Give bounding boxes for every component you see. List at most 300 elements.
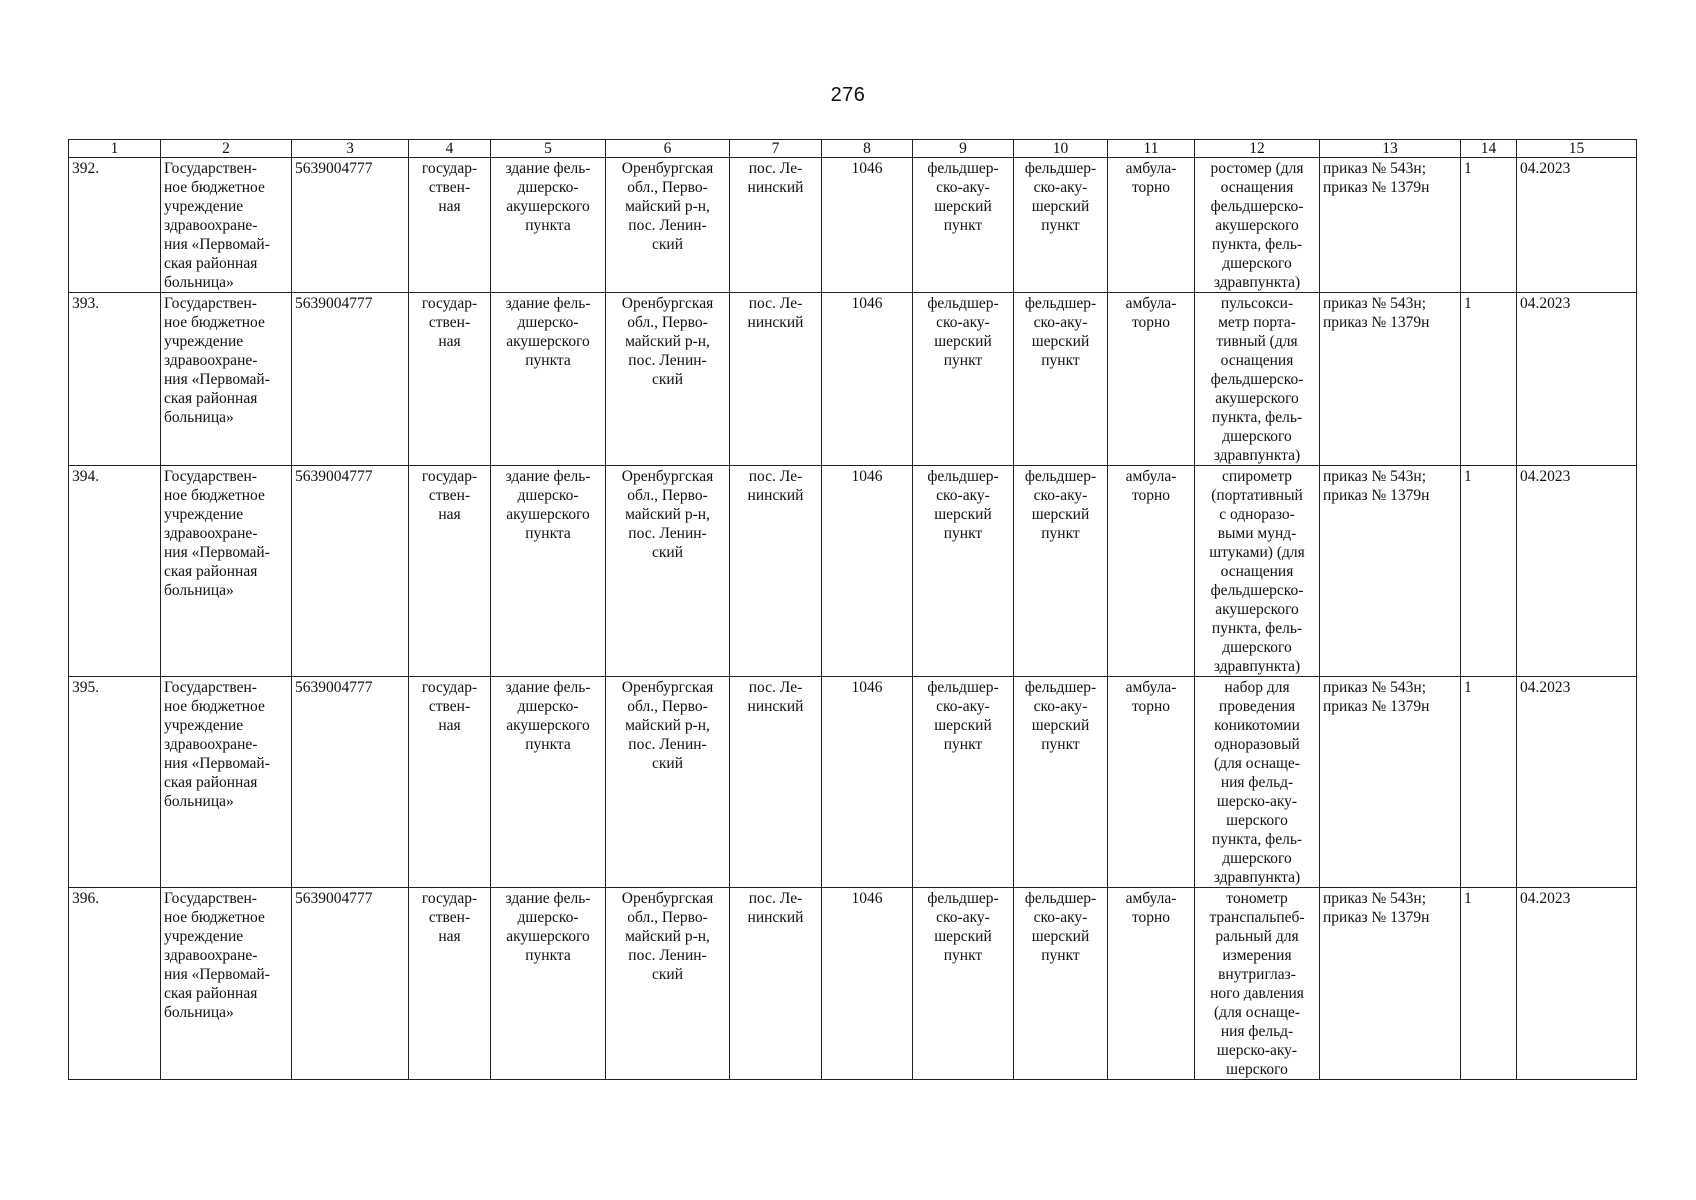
building-line: пункта <box>525 352 571 369</box>
address-line: майский р-н, <box>625 506 710 523</box>
equipment-line: (портативный <box>1211 487 1303 504</box>
equipment-line: пульсокси- <box>1220 295 1294 312</box>
unit-type-line: ско-аку- <box>936 698 990 715</box>
ownership-line: ная <box>438 928 461 945</box>
unit-name-cell <box>1014 677 1108 888</box>
unit-name-line: пункт <box>1041 352 1080 369</box>
organization-line: здравоохране- <box>164 217 258 234</box>
equipment-line: (для оснаще- <box>1214 755 1300 772</box>
unit-type-line: ско-аку- <box>936 487 990 504</box>
inn-cell: 5639004777 <box>292 158 409 293</box>
address-line: ский <box>652 236 683 253</box>
equipment-line: оснащения <box>1220 563 1294 580</box>
equipment-cell <box>1195 158 1320 293</box>
inn-cell: 5639004777 <box>292 466 409 677</box>
equipment-line: пункта, фель- <box>1211 831 1303 848</box>
equipment-cell <box>1195 888 1320 1080</box>
quantity-cell: 1 <box>1461 293 1517 466</box>
address-line: майский р-н, <box>625 333 710 350</box>
ownership-line: ствен- <box>428 487 471 504</box>
unit-name-cell <box>1014 888 1108 1080</box>
equipment-line: коникотомии <box>1214 717 1300 734</box>
equipment-line: оснащения <box>1220 352 1294 369</box>
unit-name-line: шерский <box>1031 506 1090 523</box>
organization-cell <box>161 677 292 888</box>
equipment-line: выми мунд- <box>1217 525 1297 542</box>
row-number: 394. <box>69 466 161 677</box>
column-header: 14 <box>1461 140 1517 158</box>
equipment-line: проведения <box>1218 698 1296 715</box>
building-line: дшерско- <box>517 698 579 715</box>
table-row <box>69 466 1637 677</box>
address-cell <box>606 158 730 293</box>
organization-line: ния «Первомай- <box>164 755 270 772</box>
organization-line: учреждение <box>164 198 244 215</box>
row-number: 395. <box>69 677 161 888</box>
equipment-line: тивный (для <box>1216 333 1298 350</box>
locality-line: пос. Ле- <box>748 890 803 907</box>
equipment-line: ральный для <box>1215 928 1299 945</box>
organization-line: Государствен- <box>164 468 257 485</box>
equipment-line: дшерского <box>1222 850 1292 867</box>
order-line: приказ № 543н; <box>1323 295 1427 312</box>
building-line: акушерского <box>506 506 590 523</box>
unit-type-line: пункт <box>943 736 983 753</box>
unit-name-line: фельдшер- <box>1024 160 1097 177</box>
column-header: 5 <box>491 140 606 158</box>
equipment-line: оснащения <box>1220 179 1294 196</box>
table-row <box>69 888 1637 1080</box>
care-form-line: амбула- <box>1125 890 1177 907</box>
unit-type-line: ско-аку- <box>936 909 990 926</box>
order-line: приказ № 1379н <box>1323 487 1430 504</box>
unit-name-line: ско-аку- <box>1033 314 1088 331</box>
address-line: обл., Перво- <box>627 698 708 715</box>
address-cell <box>606 677 730 888</box>
organization-line: учреждение <box>164 717 244 734</box>
code-cell: 1046 <box>822 677 913 888</box>
building-cell <box>491 677 606 888</box>
care-form-cell <box>1108 466 1195 677</box>
organization-line: Государствен- <box>164 679 257 696</box>
unit-name-line: фельдшер- <box>1024 679 1097 696</box>
orders-cell <box>1320 677 1461 888</box>
building-line: дшерско- <box>517 179 579 196</box>
equipment-line: штуками) (для <box>1209 544 1305 561</box>
row-number: 393. <box>69 293 161 466</box>
unit-type-line: фельдшер- <box>927 160 999 177</box>
address-line: майский р-н, <box>625 928 710 945</box>
building-line: здание фель- <box>505 679 591 696</box>
unit-type-cell <box>913 293 1014 466</box>
code-cell: 1046 <box>822 158 913 293</box>
date-cell: 04.2023 <box>1517 888 1637 1080</box>
unit-type-line: фельдшер- <box>927 295 999 312</box>
column-header: 2 <box>161 140 292 158</box>
address-line: обл., Перво- <box>627 179 708 196</box>
equipment-line: метр порта- <box>1218 314 1296 331</box>
unit-type-cell <box>913 466 1014 677</box>
address-line: ский <box>652 755 683 772</box>
orders-cell <box>1320 293 1461 466</box>
equipment-line: внутриглаз- <box>1218 966 1296 983</box>
ownership-line: государ- <box>421 890 478 907</box>
care-form-line: торно <box>1131 698 1171 715</box>
organization-line: здравоохране- <box>164 947 258 964</box>
equipment-line: с одноразо- <box>1219 506 1295 523</box>
unit-type-line: пункт <box>943 217 983 234</box>
address-line: майский р-н, <box>625 717 710 734</box>
unit-type-line: пункт <box>943 947 983 964</box>
equipment-line: акушерского <box>1215 390 1299 407</box>
building-line: здание фель- <box>505 890 591 907</box>
unit-type-line: ско-аку- <box>936 314 990 331</box>
ownership-cell <box>409 677 491 888</box>
order-line: приказ № 1379н <box>1323 314 1430 331</box>
organization-line: здравоохране- <box>164 352 258 369</box>
locality-cell <box>730 293 822 466</box>
address-line: ский <box>652 966 683 983</box>
order-line: приказ № 543н; <box>1323 468 1427 485</box>
locality-cell <box>730 888 822 1080</box>
care-form-line: амбула- <box>1125 679 1177 696</box>
ownership-line: государ- <box>421 160 478 177</box>
building-line: акушерского <box>506 333 590 350</box>
locality-line: нинский <box>747 698 804 715</box>
unit-type-line: шерский <box>934 717 992 734</box>
unit-name-line: фельдшер- <box>1024 295 1097 312</box>
equipment-line: ния фельд- <box>1220 1023 1294 1040</box>
equipment-line: тонометр <box>1226 890 1288 907</box>
care-form-line: торно <box>1131 179 1171 196</box>
equipment-cell <box>1195 466 1320 677</box>
unit-type-line: фельдшер- <box>927 468 999 485</box>
equipment-line: здравпункта) <box>1213 274 1301 291</box>
equipment-line: акушерского <box>1215 601 1299 618</box>
organization-line: Государствен- <box>164 295 257 312</box>
equipment-line: пункта, фель- <box>1211 620 1303 637</box>
building-cell <box>491 158 606 293</box>
code-cell: 1046 <box>822 888 913 1080</box>
care-form-cell <box>1108 293 1195 466</box>
date-cell: 04.2023 <box>1517 293 1637 466</box>
unit-name-cell <box>1014 293 1108 466</box>
column-number-header-row <box>69 140 1637 158</box>
locality-line: нинский <box>747 179 804 196</box>
address-line: Оренбургская <box>621 295 714 312</box>
order-line: приказ № 1379н <box>1323 909 1430 926</box>
ownership-line: ная <box>438 506 461 523</box>
unit-name-cell <box>1014 466 1108 677</box>
unit-name-line: пункт <box>1041 525 1080 542</box>
building-line: акушерского <box>506 198 590 215</box>
equipment-line: пункта, фель- <box>1211 409 1303 426</box>
unit-name-line: ско-аку- <box>1033 487 1088 504</box>
address-line: ский <box>652 544 683 561</box>
address-line: ский <box>652 371 683 388</box>
unit-type-cell <box>913 677 1014 888</box>
ownership-line: ствен- <box>428 698 471 715</box>
unit-type-line: пункт <box>943 525 983 542</box>
ownership-line: ная <box>438 198 461 215</box>
building-cell <box>491 293 606 466</box>
ownership-line: ствен- <box>428 909 471 926</box>
building-line: дшерско- <box>517 909 579 926</box>
organization-cell <box>161 158 292 293</box>
unit-name-line: пункт <box>1041 217 1080 234</box>
care-form-cell <box>1108 677 1195 888</box>
equipment-line: спирометр <box>1221 468 1293 485</box>
unit-name-line: ско-аку- <box>1033 698 1088 715</box>
organization-line: учреждение <box>164 506 244 523</box>
organization-line: больница» <box>164 582 234 599</box>
address-cell <box>606 293 730 466</box>
organization-line: ния «Первомай- <box>164 544 270 561</box>
building-line: дшерско- <box>517 314 579 331</box>
address-line: пос. Ленин- <box>628 525 707 542</box>
order-line: приказ № 543н; <box>1323 679 1427 696</box>
unit-name-line: шерский <box>1031 928 1090 945</box>
locality-cell <box>730 158 822 293</box>
organization-line: больница» <box>164 409 234 426</box>
unit-name-line: ско-аку- <box>1033 909 1088 926</box>
organization-cell <box>161 888 292 1080</box>
unit-type-line: шерский <box>934 198 992 215</box>
address-line: Оренбургская <box>621 468 714 485</box>
organization-line: учреждение <box>164 333 244 350</box>
unit-name-line: шерский <box>1031 198 1090 215</box>
table-row <box>69 293 1637 466</box>
equipment-line: (для оснаще- <box>1214 1004 1300 1021</box>
equipment-line: пункта, фель- <box>1211 236 1303 253</box>
table-row <box>69 677 1637 888</box>
organization-line: ное бюджетное <box>164 487 265 504</box>
column-header: 1 <box>69 140 161 158</box>
orders-cell <box>1320 466 1461 677</box>
care-form-cell <box>1108 158 1195 293</box>
equipment-line: здравпункта) <box>1213 447 1301 464</box>
equipment-line: набор для <box>1224 679 1290 696</box>
quantity-cell: 1 <box>1461 466 1517 677</box>
ownership-line: государ- <box>421 468 478 485</box>
equipment-cell <box>1195 677 1320 888</box>
date-cell: 04.2023 <box>1517 466 1637 677</box>
locality-line: пос. Ле- <box>748 679 803 696</box>
building-line: пункта <box>525 217 571 234</box>
equipment-cell <box>1195 293 1320 466</box>
building-cell <box>491 466 606 677</box>
equipment-line: дшерского <box>1222 639 1292 656</box>
code-cell: 1046 <box>822 293 913 466</box>
organization-line: здравоохране- <box>164 736 258 753</box>
row-number: 396. <box>69 888 161 1080</box>
ownership-line: ная <box>438 333 461 350</box>
address-line: обл., Перво- <box>627 909 708 926</box>
inn-cell: 5639004777 <box>292 888 409 1080</box>
address-line: Оренбургская <box>621 679 714 696</box>
building-line: здание фель- <box>505 160 591 177</box>
equipment-line: шерско-аку- <box>1216 1042 1298 1059</box>
address-line: пос. Ленин- <box>628 736 707 753</box>
unit-name-line: ско-аку- <box>1033 179 1088 196</box>
equipment-line: одноразовый <box>1214 736 1300 753</box>
order-line: приказ № 543н; <box>1323 890 1427 907</box>
locality-cell <box>730 677 822 888</box>
address-line: пос. Ленин- <box>628 217 707 234</box>
address-line: обл., Перво- <box>627 314 708 331</box>
organization-line: больница» <box>164 793 234 810</box>
locality-line: пос. Ле- <box>748 160 803 177</box>
care-form-line: амбула- <box>1125 468 1177 485</box>
order-line: приказ № 543н; <box>1323 160 1427 177</box>
equipment-line: фельдшерско- <box>1210 371 1304 388</box>
care-form-cell <box>1108 888 1195 1080</box>
building-line: акушерского <box>506 928 590 945</box>
equipment-line: шерско-аку- <box>1216 793 1298 810</box>
unit-type-line: шерский <box>934 333 992 350</box>
equipment-line: акушерского <box>1215 217 1299 234</box>
organization-line: ская районная <box>164 985 258 1002</box>
locality-line: пос. Ле- <box>748 295 803 312</box>
orders-cell <box>1320 158 1461 293</box>
unit-type-line: фельдшер- <box>927 679 999 696</box>
building-cell <box>491 888 606 1080</box>
address-cell <box>606 888 730 1080</box>
organization-line: ния «Первомай- <box>164 236 270 253</box>
address-line: пос. Ленин- <box>628 352 707 369</box>
unit-type-line: шерский <box>934 928 992 945</box>
organization-line: ская районная <box>164 563 258 580</box>
organization-line: ное бюджетное <box>164 909 265 926</box>
address-cell <box>606 466 730 677</box>
locality-line: нинский <box>747 909 804 926</box>
organization-line: ное бюджетное <box>164 698 265 715</box>
unit-name-cell <box>1014 158 1108 293</box>
address-line: пос. Ленин- <box>628 947 707 964</box>
organization-line: ное бюджетное <box>164 179 265 196</box>
code-cell: 1046 <box>822 466 913 677</box>
organization-line: Государствен- <box>164 160 257 177</box>
address-line: Оренбургская <box>621 890 714 907</box>
table-row <box>69 158 1637 293</box>
column-header: 15 <box>1517 140 1637 158</box>
column-header: 6 <box>606 140 730 158</box>
address-line: майский р-н, <box>625 198 710 215</box>
unit-type-cell <box>913 158 1014 293</box>
building-line: дшерско- <box>517 487 579 504</box>
ownership-line: ствен- <box>428 314 471 331</box>
building-line: акушерского <box>506 717 590 734</box>
equipment-line: ного давления <box>1210 985 1304 1002</box>
column-header: 3 <box>292 140 409 158</box>
order-line: приказ № 1379н <box>1323 698 1430 715</box>
unit-type-cell <box>913 888 1014 1080</box>
equipment-line: фельдшерско- <box>1210 582 1304 599</box>
column-header: 4 <box>409 140 491 158</box>
unit-name-line: фельдшер- <box>1024 468 1097 485</box>
building-line: пункта <box>525 525 571 542</box>
equipment-line: здравпункта) <box>1213 658 1301 675</box>
unit-type-line: фельдшер- <box>927 890 999 907</box>
care-form-line: торно <box>1131 487 1171 504</box>
quantity-cell: 1 <box>1461 158 1517 293</box>
unit-type-line: ско-аку- <box>936 179 990 196</box>
equipment-line: ростомер (для <box>1210 160 1304 177</box>
equipment-line: шерского <box>1226 812 1288 829</box>
building-line: пункта <box>525 736 571 753</box>
equipment-line: дшерского <box>1222 428 1292 445</box>
care-form-line: торно <box>1131 314 1171 331</box>
organization-cell <box>161 293 292 466</box>
organization-line: больница» <box>164 274 234 291</box>
locality-line: пос. Ле- <box>748 468 803 485</box>
ownership-line: ствен- <box>428 179 471 196</box>
organization-line: ская районная <box>164 255 258 272</box>
care-form-line: амбула- <box>1125 160 1177 177</box>
quantity-cell: 1 <box>1461 888 1517 1080</box>
page-number: 276 <box>830 84 866 106</box>
column-header: 9 <box>913 140 1014 158</box>
organization-line: ния «Первомай- <box>164 371 270 388</box>
unit-name-line: пункт <box>1041 947 1080 964</box>
equipment-line: ния фельд- <box>1220 774 1294 791</box>
date-cell: 04.2023 <box>1517 677 1637 888</box>
column-header: 8 <box>822 140 913 158</box>
equipment-line: измерения <box>1222 947 1292 964</box>
unit-type-line: пункт <box>943 352 983 369</box>
unit-name-line: шерский <box>1031 717 1090 734</box>
organization-cell <box>161 466 292 677</box>
organization-line: ская районная <box>164 390 258 407</box>
equipment-line: здравпункта) <box>1213 869 1301 886</box>
orders-cell <box>1320 888 1461 1080</box>
ownership-line: государ- <box>421 679 478 696</box>
ownership-cell <box>409 293 491 466</box>
unit-name-line: фельдшер- <box>1024 890 1097 907</box>
organization-line: больница» <box>164 1004 234 1021</box>
ownership-cell <box>409 466 491 677</box>
column-header: 10 <box>1014 140 1108 158</box>
unit-type-line: шерский <box>934 506 992 523</box>
building-line: здание фель- <box>505 295 591 312</box>
organization-line: учреждение <box>164 928 244 945</box>
address-line: обл., Перво- <box>627 487 708 504</box>
care-form-line: торно <box>1131 909 1171 926</box>
building-line: здание фель- <box>505 468 591 485</box>
column-header: 13 <box>1320 140 1461 158</box>
locality-cell <box>730 466 822 677</box>
date-cell: 04.2023 <box>1517 158 1637 293</box>
quantity-cell: 1 <box>1461 677 1517 888</box>
unit-name-line: шерский <box>1031 333 1090 350</box>
building-line: пункта <box>525 947 571 964</box>
column-header: 12 <box>1195 140 1320 158</box>
column-header: 7 <box>730 140 822 158</box>
organization-line: Государствен- <box>164 890 257 907</box>
equipment-line: шерского <box>1226 1061 1288 1078</box>
ownership-line: ная <box>438 717 461 734</box>
locality-line: нинский <box>747 314 804 331</box>
organization-line: ния «Первомай- <box>164 966 270 983</box>
equipment-line: фельдшерско- <box>1210 198 1304 215</box>
equipment-line: транспальпеб- <box>1209 909 1305 926</box>
locality-line: нинский <box>747 487 804 504</box>
ownership-line: государ- <box>421 295 478 312</box>
address-line: Оренбургская <box>621 160 714 177</box>
row-number: 392. <box>69 158 161 293</box>
care-form-line: амбула- <box>1125 295 1177 312</box>
ownership-cell <box>409 158 491 293</box>
